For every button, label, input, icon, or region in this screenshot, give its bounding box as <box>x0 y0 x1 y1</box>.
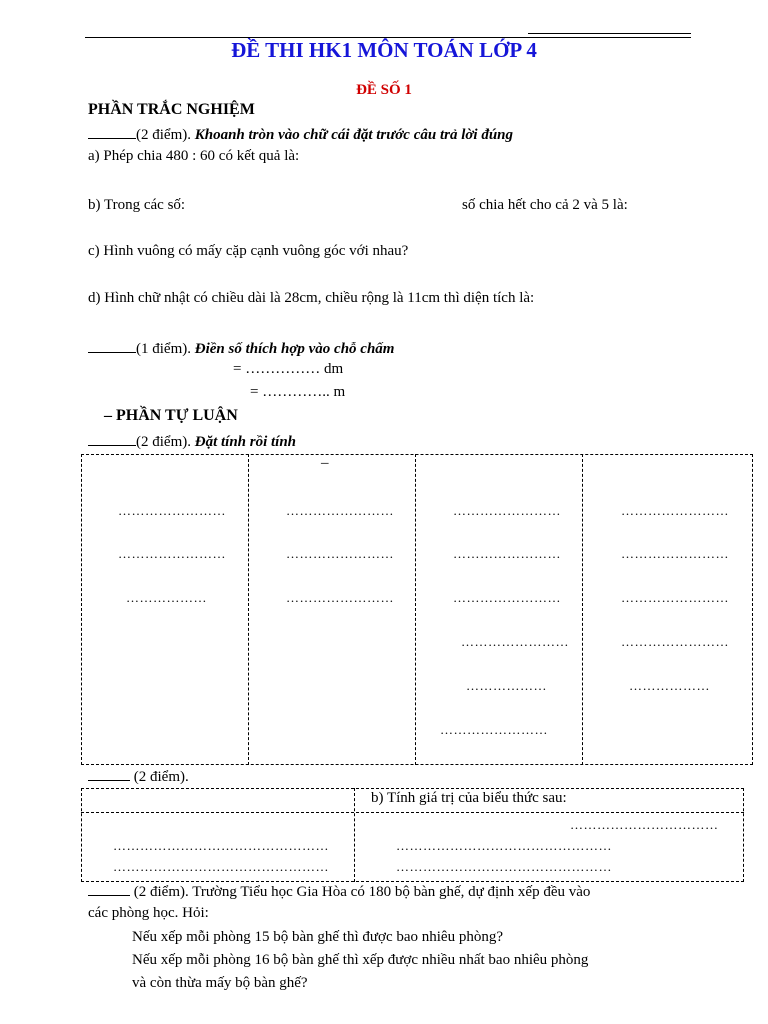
blank-line <box>88 338 136 353</box>
sub-question-2: Nếu xếp mỗi phòng 16 bộ bàn ghế thì xếp được nhiều nhất bao nhiêu phòng <box>132 952 589 968</box>
question-a: a) Phép chia 480 : 60 có kết quả là: <box>88 148 300 164</box>
answer-dots: …………………… <box>440 722 548 737</box>
question-d: d) Hình chữ nhật có chiều dài là 28cm, chiều rộng là 11cm thì diện tích là: <box>88 290 535 306</box>
answer-dots: …………………… <box>286 503 394 518</box>
sub-question-2-cont: và còn thừa mấy bộ bàn ghế? <box>132 975 308 991</box>
answer-dots: ……………… <box>466 678 547 693</box>
essay-question-3-line <box>88 881 590 901</box>
points: (2 điểm). <box>130 884 189 900</box>
essay-question-2-line <box>88 766 189 786</box>
points: (2 điểm). <box>130 769 189 785</box>
grid-divider <box>354 788 355 882</box>
page-title: ĐỀ THI HK1 MÔN TOÁN LỚP 4 <box>231 38 537 62</box>
answer-dots: ………………………………………… <box>396 859 612 874</box>
grid-divider <box>582 454 583 765</box>
question-b-left: b) Trong các số: <box>88 197 186 213</box>
fill-line-1: = …………… dm <box>233 361 344 377</box>
answer-dots: …………………… <box>118 503 226 518</box>
top-rule-short <box>528 33 691 34</box>
grid-divider <box>248 454 249 765</box>
fill-line-2: = ………….. m <box>250 384 346 400</box>
answer-dots: ……………… <box>629 678 710 693</box>
answer-dots: …………………… <box>621 546 729 561</box>
answer-dots: …………………… <box>453 546 561 561</box>
answer-dots: …………………… <box>621 503 729 518</box>
blank-line <box>88 766 130 781</box>
blank-line <box>88 431 136 446</box>
grid-row-divider <box>81 812 744 813</box>
problem-text-cont: các phòng học. Hỏi: <box>88 905 209 921</box>
instruction: Điền số thích hợp vào chỗ chấm <box>194 341 395 357</box>
essay-question-1-line <box>88 431 296 451</box>
answer-dots: …………………… <box>286 590 394 605</box>
grid-divider <box>415 454 416 765</box>
question-1-line <box>88 124 513 144</box>
answer-dots: …………………… <box>621 634 729 649</box>
question-b-right: số chia hết cho cả 2 và 5 là: <box>462 197 628 213</box>
answer-dots: ………………………………………… <box>113 859 329 874</box>
question-2-line <box>88 338 394 358</box>
exam-number: ĐỀ SỐ 1 <box>356 82 412 98</box>
section-multiple-choice-heading: PHẦN TRẮC NGHIỆM <box>88 101 255 118</box>
instruction: Khoanh tròn vào chữ cái đặt trước câu trả lời đúng <box>194 127 514 143</box>
blank-line <box>88 124 136 139</box>
answer-dots: …………………… <box>621 590 729 605</box>
problem-text: Trường Tiểu học Gia Hòa có 180 bộ bàn ghế, dự định xếp đều vào <box>192 884 591 900</box>
answer-dots: …………………… <box>453 590 561 605</box>
answer-dots: ………………………………………… <box>396 838 612 853</box>
points: (2 điểm). <box>136 434 191 450</box>
expression-label-b: b) Tính giá trị của biểu thức sau: <box>371 790 567 806</box>
sub-question-1: Nếu xếp mỗi phòng 15 bộ bàn ghế thì được bao nhiêu phòng? <box>132 929 503 945</box>
points: (2 điểm). <box>136 127 191 143</box>
answer-dots: …………………… <box>453 503 561 518</box>
answer-dots: …………………… <box>118 546 226 561</box>
minus-sign: – <box>321 455 329 471</box>
blank-line <box>88 881 130 896</box>
answer-dots: …………………… <box>461 634 569 649</box>
answer-dots: …………………………… <box>570 817 719 832</box>
instruction: Đặt tính rồi tính <box>194 434 297 450</box>
question-c: c) Hình vuông có mấy cặp cạnh vuông góc với nhau? <box>88 243 409 259</box>
points: (1 điểm). <box>136 341 191 357</box>
calculation-grid <box>81 454 753 765</box>
answer-dots: ……………… <box>126 590 207 605</box>
section-essay-heading: – PHẦN TỰ LUẬN <box>104 407 238 424</box>
answer-dots: …………………… <box>286 546 394 561</box>
answer-dots: ………………………………………… <box>113 838 329 853</box>
